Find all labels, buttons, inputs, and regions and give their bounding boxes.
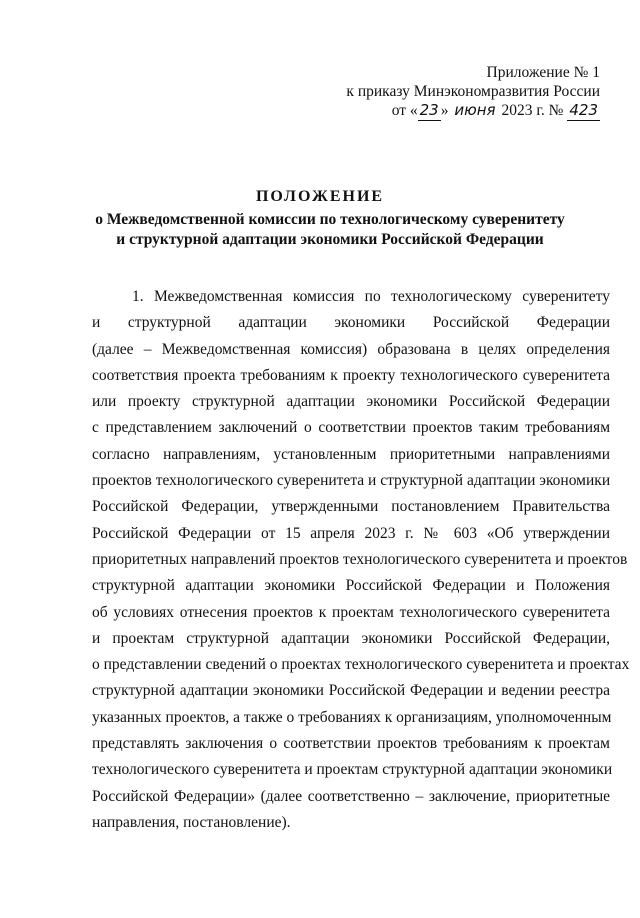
paragraph-line: структурной адаптации экономики Российской Федерации и Положения (92, 577, 610, 595)
paragraph-line: приоритетных направлений проектов технологического суверенитета и проектов (92, 550, 628, 568)
subtitle-line: о Межведомственной комиссии по технологическому суверенитету (95, 211, 565, 228)
paragraph-line: соответствия проекта требованиям к проекту технологического суверенитета (92, 366, 610, 384)
date-prefix: от « (391, 102, 418, 119)
handwritten-day: 23 (419, 101, 439, 119)
paragraph-line: или проекту структурной адаптации экономики Российской Федерации (92, 393, 610, 411)
subtitle-line: и структурной адаптации экономики Российской Федерации (116, 231, 544, 248)
paragraph-line: структурной адаптации экономики Российской Федерации и ведении реестра (92, 682, 610, 700)
paragraph-line: об условиях отнесения проектов к проектам технологического суверенитета (92, 603, 610, 621)
paragraph-line: и структурной адаптации экономики Российской Федерации (92, 314, 610, 332)
appendix-order-ref: к приказу Минэкономразвития России (346, 83, 600, 100)
paragraph-line: проектов технологического суверенитета и структурной адаптации экономики (92, 472, 611, 490)
paragraph-line: Российской Федерации» (далее соответственно – заключение, приоритетные (92, 787, 610, 805)
paragraph-line: Российской Федерации, утвержденными постановлением Правительства (92, 498, 610, 516)
appendix-header (346, 63, 600, 121)
paragraph-line: Российской Федерации от 15 апреля 2023 г. № 603 «Об утверждении (92, 524, 610, 542)
handwritten-month: июня (454, 101, 496, 119)
paragraph-line: технологического суверенитета и проектам структурной адаптации экономики (92, 761, 613, 779)
date-mid: » (440, 102, 449, 119)
handwritten-order-number: 423 (569, 101, 598, 119)
paragraph-line: с представлением заключений о соответствии проектов таким требованиям (92, 419, 610, 437)
date-year: 2023 г. № (501, 102, 564, 119)
paragraph-line: о представлении сведений о проектах технологического суверенитета и проектах (92, 656, 630, 674)
document-title: ПОЛОЖЕНИЕ (255, 188, 385, 205)
paragraph-line: 1. Межведомственная комиссия по технологическому суверенитету (132, 288, 610, 305)
paragraph-line: согласно направлениям, установленным приоритетными направлениями (92, 445, 610, 463)
paragraph-line: и проектам структурной адаптации экономики Российской Федерации, (92, 629, 610, 647)
appendix-number: Приложение № 1 (486, 64, 600, 81)
paragraph-1 (92, 284, 630, 836)
paragraph-line: указанных проектов, а также о требованиях к организациям, уполномоченным (92, 708, 612, 726)
paragraph-line: представлять заключения о соответствии проектов требованиям к проектам (92, 735, 610, 753)
paragraph-line: направления, постановление). (92, 813, 291, 831)
paragraph-line: (далее – Межведомственная комиссия) образована в целях определения (92, 340, 610, 358)
document-subtitle (80, 210, 580, 250)
appendix-date-line (346, 101, 600, 121)
